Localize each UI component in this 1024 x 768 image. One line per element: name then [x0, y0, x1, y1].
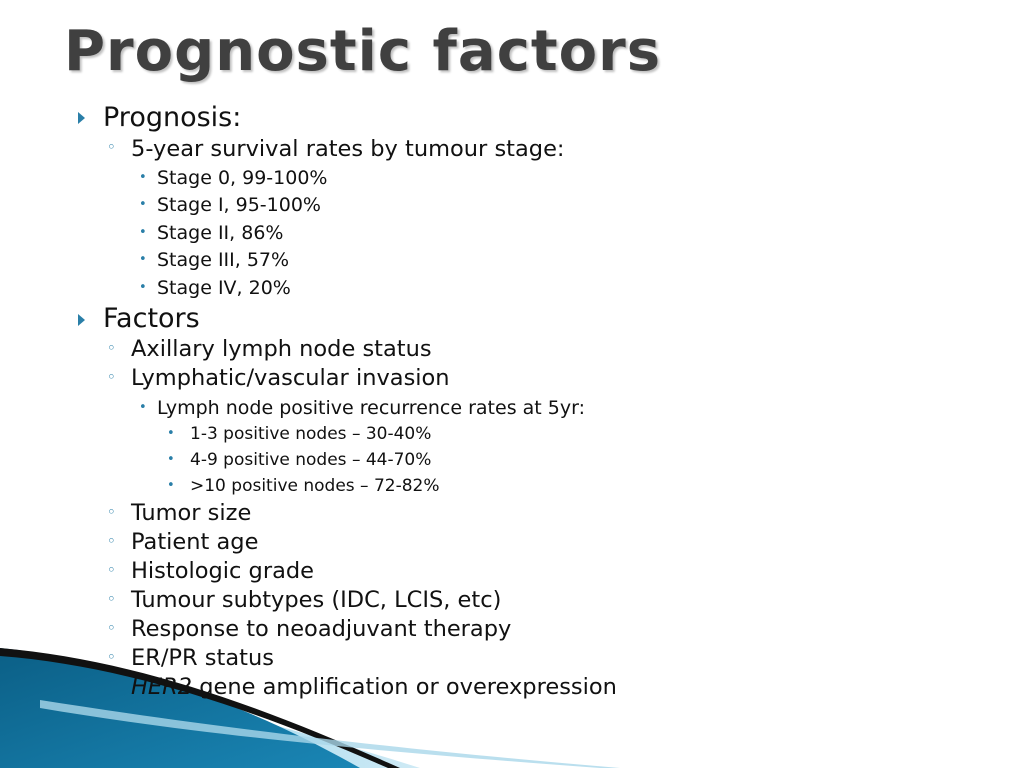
factor-item: Lymphatic/vascular invasion	[131, 365, 450, 391]
small-dot-icon: •	[139, 197, 147, 212]
factor-item: Tumor size	[131, 500, 252, 526]
triangle-right-icon	[78, 112, 85, 124]
her2-gene-name: HER2	[131, 674, 193, 700]
small-dot-icon: •	[139, 252, 147, 267]
factor-item: Histologic grade	[131, 558, 314, 584]
factor-item: Patient age	[131, 529, 259, 555]
small-dot-icon: •	[167, 478, 175, 493]
prognosis-heading: Prognosis:	[103, 102, 242, 133]
factor-item: Tumour subtypes (IDC, LCIS, etc)	[131, 587, 502, 613]
stage-item: Stage II, 86%	[157, 222, 284, 244]
circle-outline-icon: ◦	[107, 532, 116, 550]
stage-item: Stage III, 57%	[157, 249, 290, 271]
survival-heading: 5-year survival rates by tumour stage:	[131, 136, 565, 162]
circle-outline-icon: ◦	[107, 339, 116, 357]
factor-item: ER/PR status	[131, 645, 274, 671]
recurrence-item: 4-9 positive nodes – 44-70%	[190, 450, 432, 470]
factor-item: Axillary lymph node status	[131, 336, 432, 362]
small-dot-icon: •	[139, 225, 147, 240]
circle-outline-icon: ◦	[107, 138, 116, 156]
circle-outline-icon: ◦	[107, 368, 116, 386]
recurrence-heading: Lymph node positive recurrence rates at 5yr:	[157, 397, 585, 419]
triangle-right-icon	[78, 314, 85, 326]
small-dot-icon: •	[167, 426, 175, 441]
small-dot-icon: •	[167, 452, 175, 467]
slide-title: Prognostic factors	[64, 19, 662, 84]
factors-heading: Factors	[103, 303, 200, 334]
stage-item: Stage 0, 99-100%	[157, 167, 328, 189]
stage-item: Stage IV, 20%	[157, 277, 291, 299]
small-dot-icon: •	[139, 170, 147, 185]
circle-outline-icon: ◦	[107, 503, 116, 521]
recurrence-item: 1-3 positive nodes – 30-40%	[190, 424, 432, 444]
her2-item	[131, 676, 617, 699]
small-dot-icon: •	[139, 400, 147, 415]
factor-item: Response to neoadjuvant therapy	[131, 616, 512, 642]
circle-outline-icon: ◦	[107, 561, 116, 579]
stage-item: Stage I, 95-100%	[157, 194, 321, 216]
circle-outline-icon: ◦	[107, 619, 116, 637]
recurrence-item: >10 positive nodes – 72-82%	[190, 476, 440, 496]
her2-item-text: gene amplification or overexpression	[192, 674, 617, 700]
small-dot-icon: •	[139, 280, 147, 295]
circle-outline-icon: ◦	[107, 590, 116, 608]
circle-outline-icon: ◦	[107, 648, 116, 666]
